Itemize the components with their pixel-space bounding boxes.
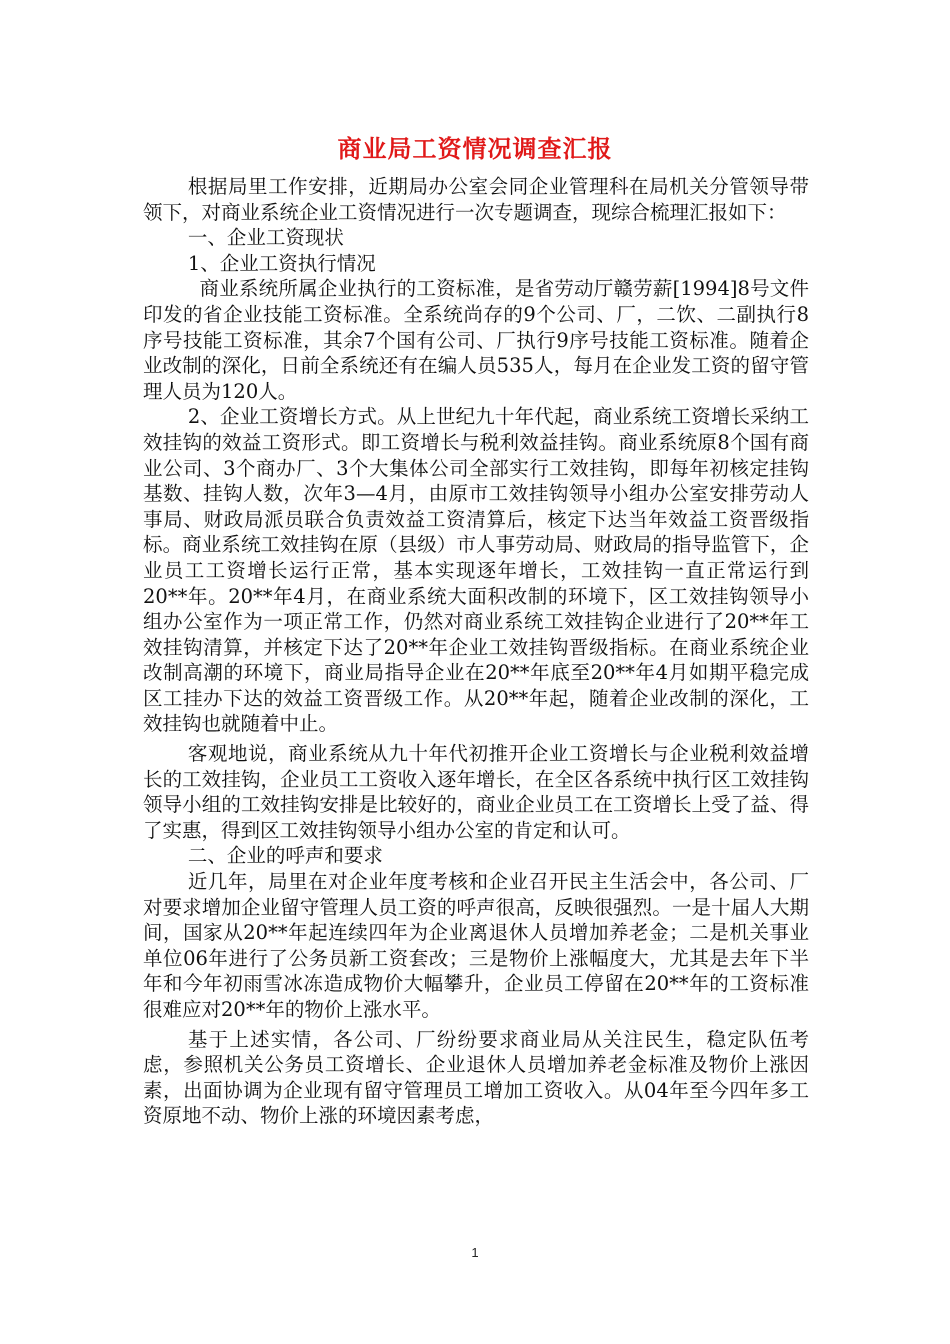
request-paragraph: 基于上述实情，各公司、厂纷纷要求商业局从关注民生，稳定队伍考虑，参照机关公务员工资增长、企业退休人员增加养老金标准及物价上涨因素，出面协调为企业现有留守管理员工增加工资收入。从04年至今四年多工资原地不动、物价上涨的环境因素考虑， (143, 1027, 809, 1128)
section-heading-current-status: 一、企业工资现状 (187, 226, 344, 250)
page-number: 1 (471, 1245, 479, 1260)
intro-paragraph: 根据局里工作安排，近期局办公室会同企业管理科在局机关分管领导带领下，对商业系统企业工资情况进行一次专题调查，现综合梳理汇报如下： (143, 175, 809, 224)
execution-paragraph: 商业系统所属企业执行的工资标准，是省劳动厅赣劳薪[1994]8号文件印发的省企业技能工资标准。全系统尚存的9个公司、厂，二饮、二副执行8序号技能工资标准，其余7个国有公司、厂执行9序号技能工资标准。随着企业改制的深化，日前全系统还有在编人员535人，每月在企业发工资的留守管理人员为120人。 (143, 277, 809, 403)
objective-assessment-paragraph: 客观地说，商业系统从九十年代初推开企业工资增长与企业税利效益增长的工效挂钩，企业员工工资收入逐年增长，在全区各系统中执行区工效挂钩领导小组的工效挂钩安排是比较好的，商业企业员工在工资增长上受了益、得了实惠，得到区工效挂钩领导小组办公室的肯定和认可。 (143, 742, 809, 842)
demands-paragraph: 近几年，局里在对企业年度考核和企业召开民主生活会中，各公司、厂对要求增加企业留守管理人员工资的呼声很高，反映很强烈。一是十届人大期间，国家从20**年起连续四年为企业离退休人员增加养老金；二是机关事业单位06年进行了公务员新工资套改；三是物价上涨幅度大，尤其是去年下半年和今年初雨雪冰冻造成物价大幅攀升，企业员工停留在20**年的工资标准很难应对20**年的物价上涨水平。 (143, 870, 809, 1021)
section-heading-demands: 二、企业的呼声和要求 (187, 844, 383, 868)
document-body (143, 174, 809, 1129)
subsection-heading-execution: 1、企业工资执行情况 (187, 251, 376, 275)
growth-method-paragraph: 2、企业工资增长方式。从上世纪九十年代起，商业系统工资增长采纳工效挂钩的效益工资形式。即工资增长与税利效益挂钩。商业系统原8个国有商业公司、3个商办厂、3个大集体公司全部实行工效挂钩，即每年初核定挂钩基数、挂钩人数，次年3—4月，由原市工效挂钩领导小组办公室安排劳动人事局、财政局派员联合负责效益工资清算后，核定下达当年效益工资晋级指标。商业系统工效挂钩在原（县级）市人事劳动局、财政局的指导监管下，企业员工工资增长运行正常，基本实现逐年增长，工效挂钩一直正常运行到20**年。20**年4月，在商业系统大面积改制的环境下，区工效挂钩领导小组办公室作为一项正常工作，仍然对商业系统工效挂钩企业进行了20**年工效挂钩清算，并核定下达了20**年企业工效挂钩晋级指标。在商业系统企业改制高潮的环境下，商业局指导企业在20**年底至20**年4月如期平稳完成区工挂办下达的效益工资晋级工作。从20**年起，随着企业改制的深化，工效挂钩也就随着中止。 (143, 405, 809, 736)
document-title: 商业局工资情况调查汇报 (337, 134, 613, 163)
